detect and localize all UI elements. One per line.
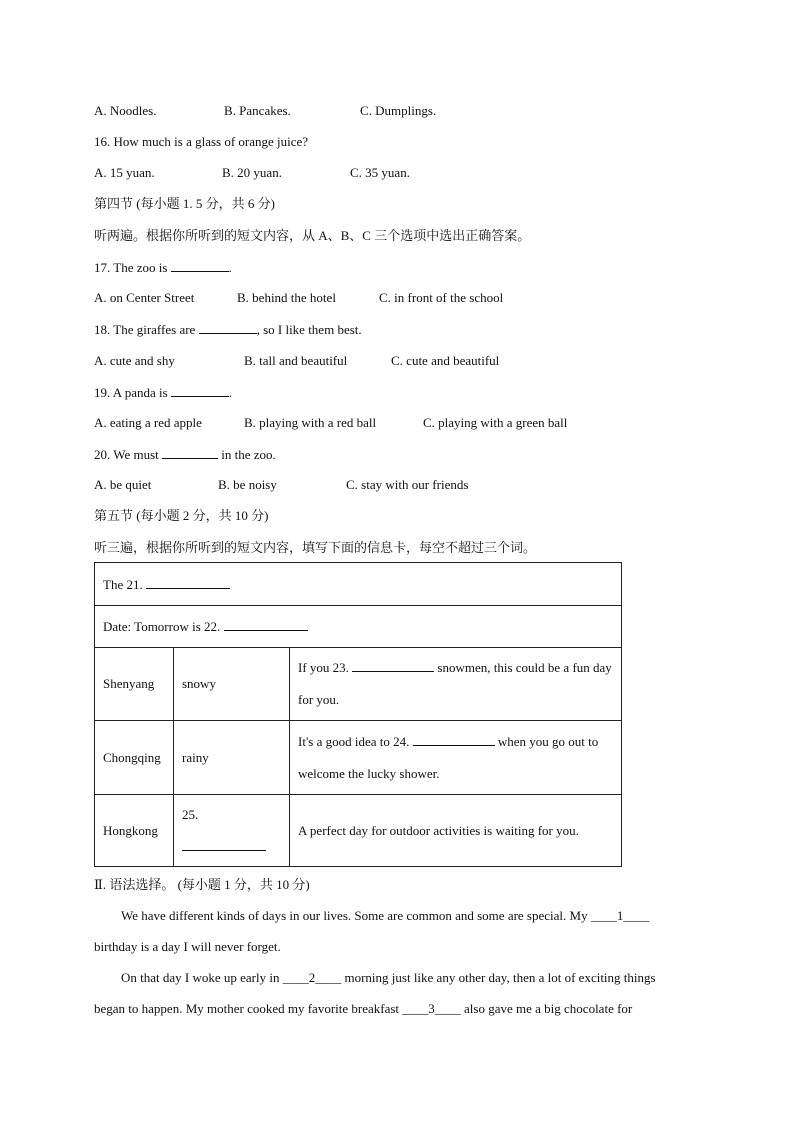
q15-option-c: C. Dumplings.	[360, 103, 437, 118]
card-row-title: The 21.	[95, 563, 622, 606]
q17-stem: 17. The zoo is .	[94, 260, 232, 275]
answer-blank[interactable]	[146, 576, 230, 589]
note-cell: It's a good idea to 24. when you go out to welcome the lucky shower.	[290, 721, 622, 795]
city-cell: Hongkong	[95, 795, 174, 867]
q17-option-c: C. in front of the school	[379, 290, 504, 305]
paragraph2-line1: On that day I woke up early in ____2____ morning just like any other day, then a lot of exciting things	[121, 970, 656, 985]
q20-option-a: A. be quiet	[94, 477, 152, 492]
q18-option-b: B. tall and beautiful	[244, 353, 348, 368]
q19-option-c: C. playing with a green ball	[423, 415, 568, 430]
answer-blank[interactable]	[224, 618, 308, 631]
card-row-date: Date: Tomorrow is 22.	[95, 606, 622, 648]
info-card-table	[94, 562, 622, 867]
paragraph2-line2: began to happen. My mother cooked my favorite breakfast ____3____ also gave me a big chocolate for	[94, 1001, 633, 1016]
q16-stem: 16. How much is a glass of orange juice?	[94, 134, 309, 149]
q20-option-c: C. stay with our friends	[346, 477, 469, 492]
weather-cell: rainy	[174, 721, 290, 795]
city-cell: Chongqing	[95, 721, 174, 795]
q18-stem: 18. The giraffes are , so I like them best.	[94, 322, 362, 337]
note-cell: A perfect day for outdoor activities is waiting for you.	[290, 795, 622, 867]
weather-cell: snowy	[174, 648, 290, 721]
answer-blank[interactable]	[199, 321, 257, 334]
answer-blank[interactable]	[171, 259, 229, 272]
section5-header: 第五节 (每小题 2 分，共 10 分)	[94, 508, 269, 523]
q17-option-a: A. on Center Street	[94, 290, 195, 305]
section4-instruction: 听两遍。根据你所听到的短文内容，从 A、B、C 三个选项中选出正确答案。	[94, 228, 531, 243]
answer-blank[interactable]	[352, 659, 434, 672]
q15-option-a: A. Noodles.	[94, 103, 157, 118]
q19-stem: 19. A panda is .	[94, 385, 233, 400]
note-cell: If you 23. snowmen, this could be a fun day for you.	[290, 648, 622, 721]
q16-option-c: C. 35 yuan.	[350, 165, 410, 180]
paragraph1-line1: We have different kinds of days in our lives. Some are common and some are special. My ____1____	[121, 908, 650, 923]
weather-cell: 25.	[174, 795, 290, 867]
q20-option-b: B. be noisy	[218, 477, 277, 492]
q17-option-b: B. behind the hotel	[237, 290, 336, 305]
q18-option-a: A. cute and shy	[94, 353, 175, 368]
paragraph1-line2: birthday is a day I will never forget.	[94, 939, 281, 954]
answer-blank[interactable]	[182, 838, 266, 851]
section4-header: 第四节 (每小题 1. 5 分，共 6 分)	[94, 196, 275, 211]
section5-instruction: 听三遍，根据你所听到的短文内容，填写下面的信息卡，每空不超过三个词。	[94, 540, 537, 555]
answer-blank[interactable]	[162, 446, 218, 459]
q15-option-b: B. Pancakes.	[224, 103, 291, 118]
q16-option-b: B. 20 yuan.	[222, 165, 282, 180]
part2-header: Ⅱ. 语法选择。 (每小题 1 分，共 10 分)	[94, 877, 310, 892]
q19-option-b: B. playing with a red ball	[244, 415, 377, 430]
answer-blank[interactable]	[171, 384, 229, 397]
q20-stem: 20. We must in the zoo.	[94, 447, 276, 462]
city-cell: Shenyang	[95, 648, 174, 721]
answer-blank[interactable]	[413, 733, 495, 746]
q19-option-a: A. eating a red apple	[94, 415, 202, 430]
q16-option-a: A. 15 yuan.	[94, 165, 155, 180]
q18-option-c: C. cute and beautiful	[391, 353, 500, 368]
